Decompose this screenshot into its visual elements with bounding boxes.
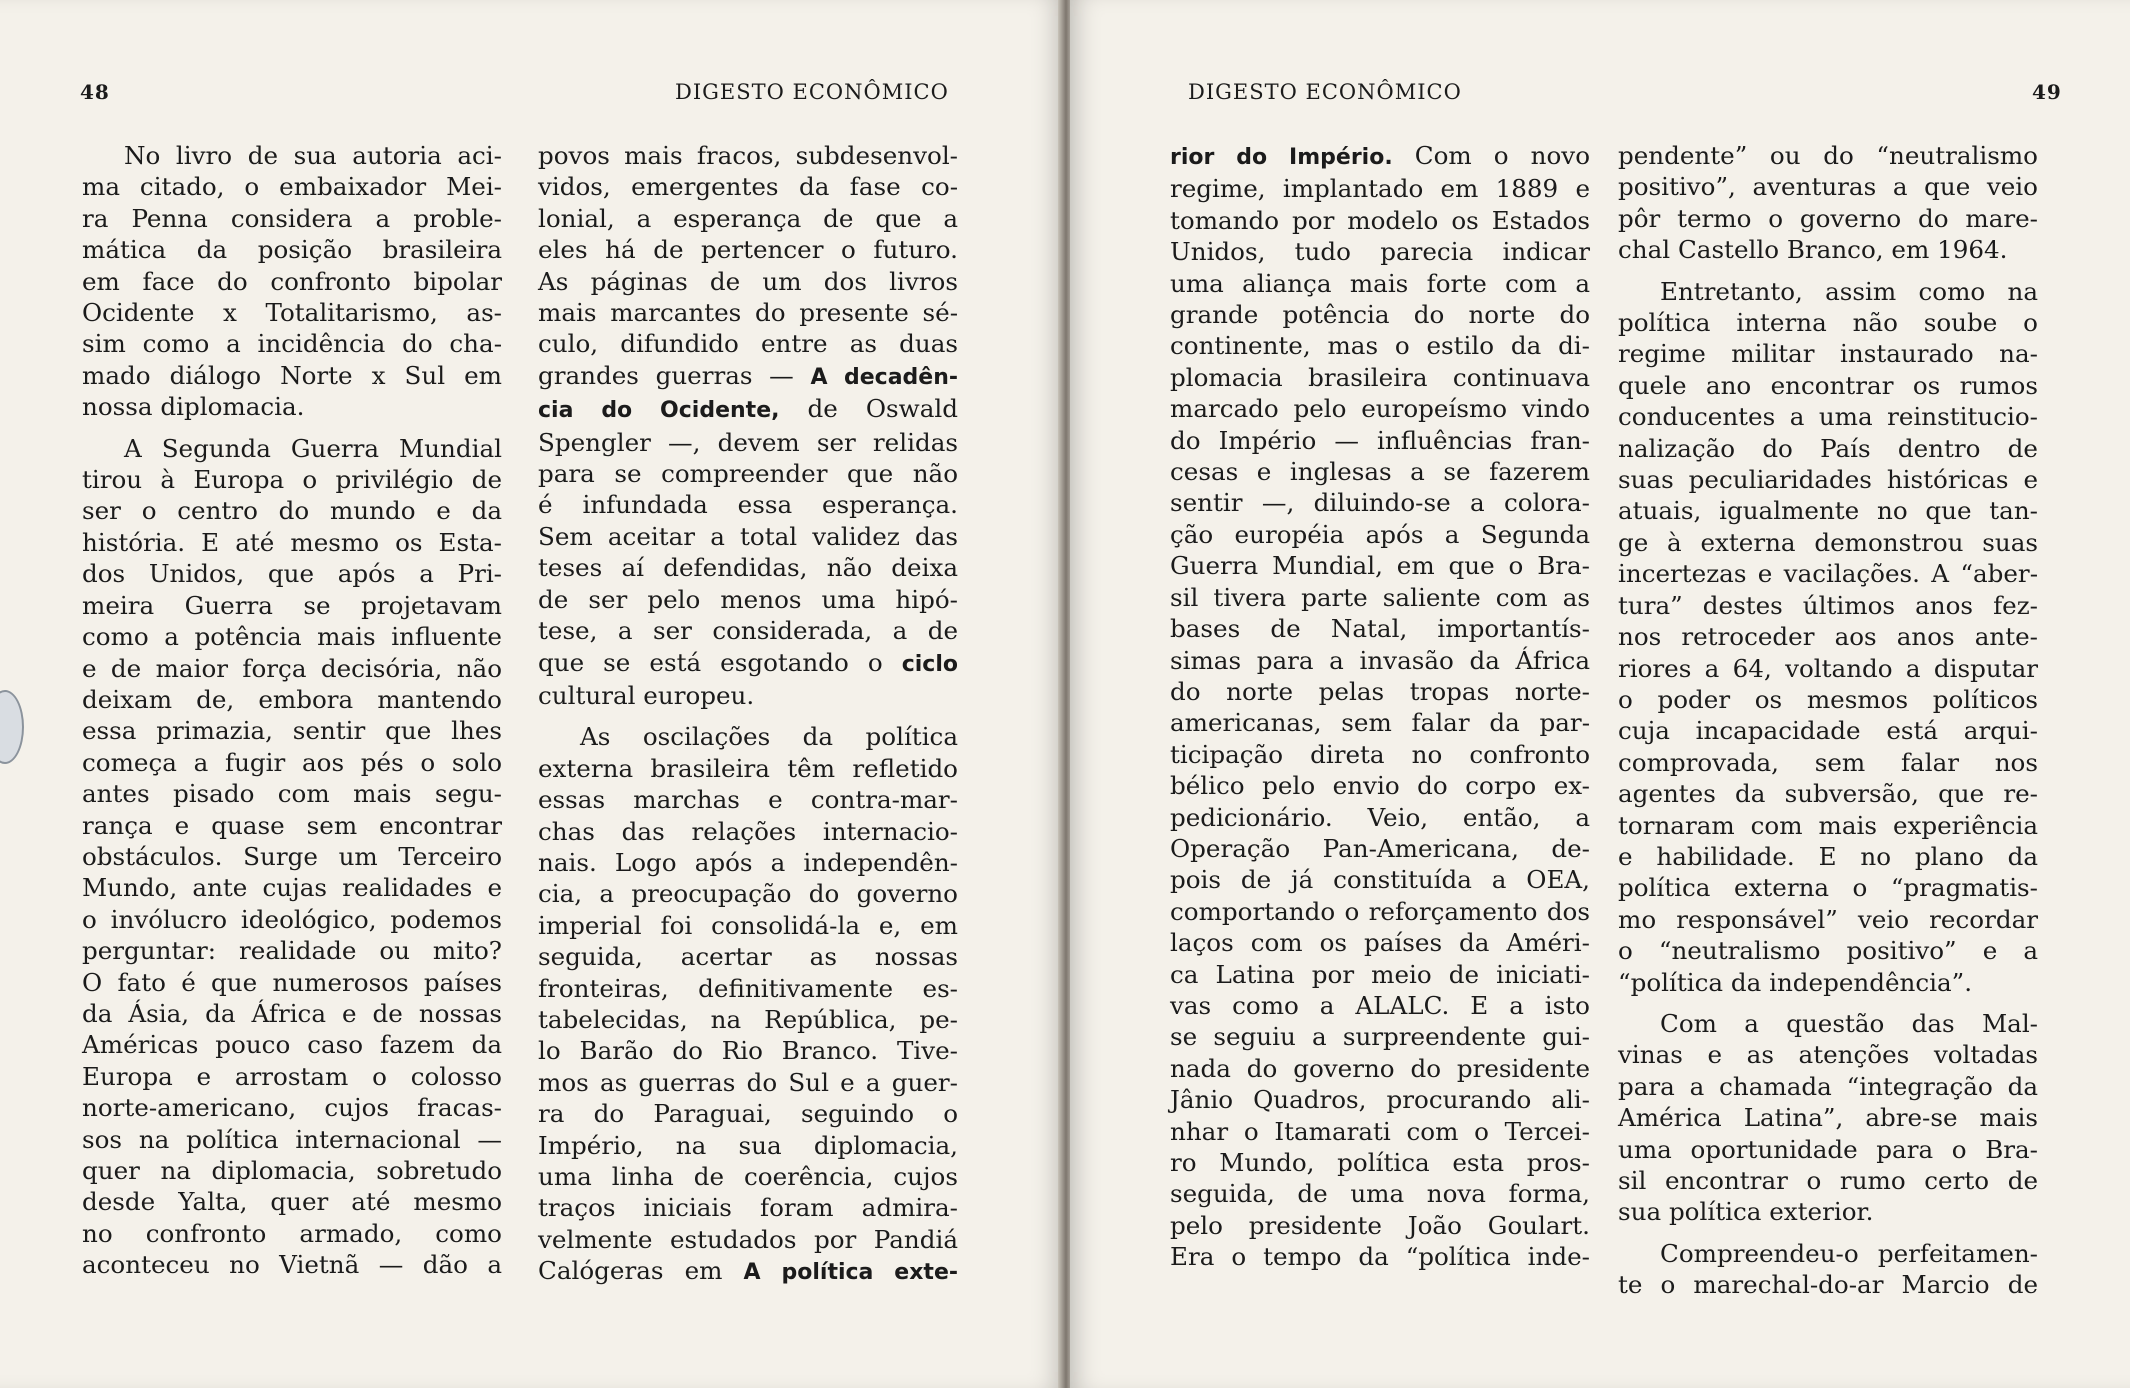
text-line: nos retroceder aos anos ante- <box>1618 622 2038 652</box>
text-line: é infundada essa esperança. <box>538 490 958 520</box>
left-page <box>0 0 1062 1388</box>
text-line: traços iniciais foram admira- <box>538 1193 958 1223</box>
text-line: tabelecidas, na República, pe- <box>538 1004 958 1034</box>
text-line: quer na diplomacia, sobretudo <box>82 1156 502 1185</box>
text-line: ticipação direta no confronto <box>1170 739 1590 769</box>
text-line: sil tivera parte saliente com as <box>1170 582 1590 612</box>
text-line: pedicionário. Veio, então, a <box>1170 802 1590 832</box>
running-head: DIGESTO ECONÔMICO <box>675 80 949 104</box>
binder-hole <box>0 690 24 764</box>
text-line: se seguiu a surpreendente gui- <box>1170 1022 1590 1052</box>
text-line: pelo presidente João Goulart. <box>1170 1210 1590 1240</box>
text-line: tirou à Europa o privilégio de <box>82 465 502 495</box>
book-title: A decadên- <box>810 364 958 390</box>
text-line: essa primazia, sentir que lhes <box>82 716 502 746</box>
text-line: ção européia após a Segunda <box>1170 519 1590 549</box>
text-line: começa a fugir aos pés o solo <box>82 747 502 777</box>
text-line: vidos, emergentes da fase co- <box>538 172 958 202</box>
text-line: Sem aceitar a total validez das <box>538 521 958 551</box>
book-title: rior do Império. <box>1170 145 1393 170</box>
text-fragment: que se está esgotando o <box>538 647 883 677</box>
text-line <box>538 1255 958 1288</box>
text-fragment: de Oswald <box>807 394 958 424</box>
text-line: seguida, de uma nova forma, <box>1170 1179 1590 1209</box>
text-line: o poder os mesmos políticos <box>1618 684 2038 714</box>
text-line: positivo”, aventuras a que veio <box>1618 172 2038 202</box>
text-line: As oscilações da política <box>580 722 958 752</box>
text-line: comprovada, sem falar nos <box>1618 747 2038 777</box>
text-line: Compreendeu-o perfeitamen- <box>1660 1238 2038 1268</box>
text-line: Guerra Mundial, em que o Bra- <box>1170 551 1590 581</box>
text-line: nalização do País dentro de <box>1618 433 2038 463</box>
text-line <box>538 393 958 426</box>
text-column-1 <box>82 140 502 1281</box>
page-number: 49 <box>2032 80 2062 104</box>
text-line: em face do confronto bipolar <box>82 266 502 296</box>
text-line: Operação Pan-Americana, de- <box>1170 833 1590 863</box>
right-page <box>1070 0 2130 1388</box>
text-line: perguntar: realidade ou mito? <box>82 936 502 966</box>
page-number: 48 <box>80 80 110 104</box>
text-line: política interna não soube o <box>1618 308 2038 338</box>
text-line: ra do Paraguai, seguindo o <box>538 1099 958 1129</box>
text-line: nais. Logo após a independên- <box>538 847 958 877</box>
text-line: nossa diplomacia. <box>82 392 305 422</box>
text-line: nhar o Itamarati com o Tercei- <box>1170 1116 1590 1146</box>
text-line: Spengler —, devem ser relidas <box>538 427 958 457</box>
text-line: ge à externa demonstrou suas <box>1618 527 2038 557</box>
text-column-1 <box>1170 140 1590 1273</box>
text-line: quele ano encontrar os rumos <box>1618 370 2038 400</box>
text-line: mado diálogo Norte x Sul em <box>82 360 502 390</box>
text-line: incertezas e vacilações. A “aber- <box>1618 559 2038 589</box>
text-line: atuais, igualmente no que tan- <box>1618 496 2038 526</box>
text-line: continente, mas o estilo da di- <box>1170 331 1590 361</box>
text-line: Europa e arrostam o colosso <box>82 1061 502 1091</box>
text-line: marcado pelo europeísmo vindo <box>1170 394 1590 424</box>
text-line: grande potência do norte do <box>1170 300 1590 330</box>
text-line: americanas, sem falar da par- <box>1170 708 1590 738</box>
running-head: DIGESTO ECONÔMICO <box>1188 80 1462 104</box>
text-line: uma oportunidade para o Bra- <box>1618 1134 2038 1164</box>
text-line: sil encontrar o rumo certo de <box>1618 1166 2038 1195</box>
text-line: A Segunda Guerra Mundial <box>124 433 502 463</box>
text-line: como a potência mais influente <box>82 622 502 652</box>
text-fragment: grandes guerras — <box>538 360 794 390</box>
text-line: chas das relações internacio- <box>538 816 958 846</box>
text-line: simas para a invasão da África <box>1170 645 1590 675</box>
text-line: No livro de sua autoria aci- <box>124 141 502 170</box>
text-line: deixam de, embora mantendo <box>82 684 502 714</box>
text-line: o invólucro ideológico, podemos <box>82 904 502 934</box>
text-line: laços com os países da Améri- <box>1170 928 1590 958</box>
text-line: O fato é que numerosos países <box>82 967 502 997</box>
text-line: cia, a preocupação do governo <box>538 879 958 909</box>
text-line: cuja incapacidade está arqui- <box>1618 716 2038 746</box>
text-line: riores a 64, voltando a disputar <box>1618 653 2038 683</box>
text-line: plomacia brasileira continuava <box>1170 362 1590 392</box>
text-line: meira Guerra se projetavam <box>82 590 502 620</box>
text-line: nada do governo do presidente <box>1170 1053 1590 1083</box>
text-line: América Latina”, abre-se mais <box>1618 1103 2038 1133</box>
text-line: mos as guerras do Sul e a guer- <box>538 1067 958 1097</box>
text-line: e habilidade. E no plano da <box>1618 841 2038 871</box>
text-line: obstáculos. Surge um Terceiro <box>82 841 502 871</box>
text-line: tomando por modelo os Estados <box>1170 205 1590 235</box>
text-line: sua política exterior. <box>1618 1197 1874 1227</box>
text-line <box>1170 140 1590 173</box>
text-line <box>538 647 958 680</box>
text-line: te o marechal-do-ar Marcio de <box>1618 1270 2038 1300</box>
text-line: tese, a ser considerada, a de <box>538 616 958 646</box>
text-line: ma citado, o embaixador Mei- <box>82 172 502 202</box>
text-fragment: Com o novo <box>1414 141 1590 170</box>
text-line: para a chamada “integração da <box>1618 1071 2038 1101</box>
text-line: mais marcantes do presente sé- <box>538 298 958 328</box>
text-line: norte-americano, cujos fracas- <box>82 1093 502 1123</box>
text-line: política externa o “pragmatis- <box>1618 873 2038 903</box>
text-line: no confronto armado, como <box>82 1218 502 1248</box>
text-line: e de maior força decisória, não <box>82 653 502 683</box>
text-line: comportando o reforçamento dos <box>1170 896 1590 926</box>
text-fragment: Calógeras em <box>538 1256 723 1286</box>
text-line: Ocidente x Totalitarismo, as- <box>82 298 502 328</box>
text-line: tura” destes últimos anos fez- <box>1618 590 2038 620</box>
text-line: essas marchas e contra-mar- <box>538 785 958 815</box>
text-line: do norte pelas tropas norte- <box>1170 676 1590 706</box>
text-line: uma aliança mais forte com a <box>1170 268 1590 298</box>
text-column-2 <box>1618 140 2038 1301</box>
text-line: “política da independência”. <box>1618 967 1973 997</box>
text-line: sim como a incidência do cha- <box>82 329 502 359</box>
text-line: ro Mundo, política esta pros- <box>1170 1148 1590 1177</box>
text-line: dos Unidos, que após a Pri- <box>82 559 502 589</box>
text-line: para se compreender que não <box>538 459 958 489</box>
text-line: chal Castello Branco, em 1964. <box>1618 235 2008 265</box>
text-column-2 <box>538 140 958 1289</box>
text-line: regime militar instaurado na- <box>1618 339 2038 369</box>
text-line: fronteiras, definitivamente es- <box>538 973 958 1003</box>
emphasis-term: ciclo <box>901 651 958 677</box>
text-line: mo responsável” veio recordar <box>1618 904 2038 934</box>
text-line: cultural europeu. <box>538 680 755 710</box>
text-line: bases de Natal, importantís- <box>1170 614 1590 644</box>
text-line: pôr termo o governo do mare- <box>1618 203 2038 233</box>
text-line: Mundo, ante cujas realidades e <box>82 873 502 903</box>
text-line: desde Yalta, quer até mesmo <box>82 1187 502 1217</box>
text-line: lo Barão do Rio Branco. Tive- <box>538 1036 958 1066</box>
text-line: do Império — influências fran- <box>1170 425 1590 455</box>
text-line: o “neutralismo positivo” e a <box>1618 936 2038 966</box>
text-line: conducentes a uma reinstitucio- <box>1618 402 2038 432</box>
text-line: Jânio Quadros, procurando ali- <box>1170 1085 1590 1115</box>
text-line: de ser pelo menos uma hipó- <box>538 584 958 614</box>
text-line: vas como a ALALC. E a isto <box>1170 990 1590 1020</box>
text-line: velmente estudados por Pandiá <box>538 1224 958 1254</box>
text-line: bélico pelo envio do corpo ex- <box>1170 771 1590 801</box>
book-title: cia do Ocidente, <box>538 398 780 424</box>
text-line: ca Latina por meio de iniciati- <box>1170 959 1590 989</box>
text-line: Com a questão das Mal- <box>1660 1008 2038 1038</box>
text-line: suas peculiaridades históricas e <box>1618 465 2038 495</box>
text-line: pendente” ou do “neutralismo <box>1618 141 2038 170</box>
text-line: rança e quase sem encontrar <box>82 810 502 840</box>
text-line: pois de já constituída a OEA, <box>1170 865 1590 895</box>
text-line: lonial, a esperança de que a <box>538 203 958 233</box>
text-line: eles há de pertencer o futuro. <box>538 235 958 265</box>
text-line: antes pisado com mais segu- <box>82 779 502 809</box>
text-line: seguida, acertar as nossas <box>538 942 958 972</box>
text-line: externa brasileira têm refletido <box>538 753 958 783</box>
text-line: cesas e inglesas a se fazerem <box>1170 457 1590 487</box>
text-line: povos mais fracos, subdesenvol- <box>538 141 958 170</box>
text-line: teses aí defendidas, não deixa <box>538 553 958 583</box>
text-line: imperial foi consolidá-la e, em <box>538 910 958 940</box>
text-line: ser o centro do mundo e da <box>82 496 502 526</box>
text-line: sentir —, diluindo-se a colora- <box>1170 488 1590 518</box>
text-line: uma linha de coerência, cujos <box>538 1162 958 1191</box>
text-line: história. E até mesmo os Esta- <box>82 527 502 557</box>
text-line: Entretanto, assim como na <box>1660 276 2038 306</box>
text-line: regime, implantado em 1889 e <box>1170 174 1590 204</box>
text-line: aconteceu no Vietnã — dão a <box>82 1250 502 1280</box>
text-line: Império, na sua diplomacia, <box>538 1130 958 1160</box>
text-line: Era o tempo da “política inde- <box>1170 1242 1590 1272</box>
text-line: da Ásia, da África e de nossas <box>82 998 502 1028</box>
text-line: ra Penna considera a proble- <box>82 203 502 233</box>
text-line: As páginas de um dos livros <box>538 266 958 296</box>
text-line <box>538 360 958 393</box>
text-line: mática da posição brasileira <box>82 235 502 265</box>
text-line: Unidos, tudo parecia indicar <box>1170 237 1590 267</box>
text-line: agentes da subversão, que re- <box>1618 779 2038 809</box>
text-line: sos na política internacional — <box>82 1124 502 1154</box>
text-line: tornaram com mais experiência <box>1618 810 2038 840</box>
text-line: Américas pouco caso fazem da <box>82 1030 502 1060</box>
book-title: A política exte- <box>743 1260 958 1286</box>
text-line: vinas e as atenções voltadas <box>1618 1040 2038 1070</box>
text-line: culo, difundido entre as duas <box>538 329 958 359</box>
